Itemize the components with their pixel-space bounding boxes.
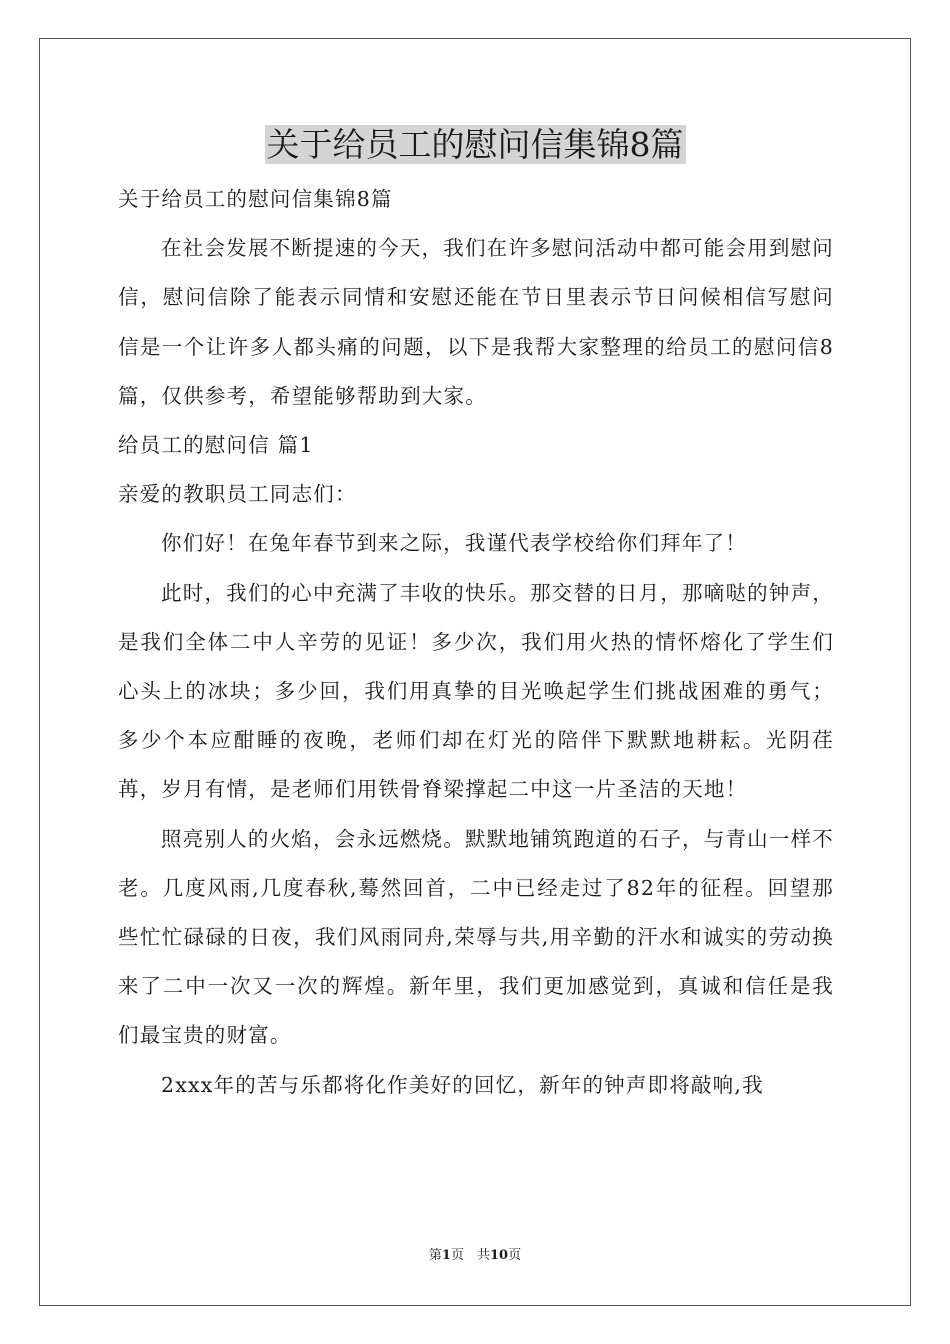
body-paragraph-2: 照亮别人的火焰，会永远燃烧。默默地铺筑跑道的石子，与青山一样不老。几度风雨,几度春秋,蓦然回首，二中已经走过了82年的征程。回望那些忙忙碌碌的日夜，我们风雨同舟,荣辱与共,用辛勤的汗水和诚实的劳动换来了二中一次又一次的辉煌。新年里，我们更加感觉到，真诚和信任是我们最宝贵的财富。 <box>118 826 834 1048</box>
page-prefix: 第 <box>428 1248 442 1263</box>
page-middle: 页 共 <box>450 1248 490 1263</box>
body-paragraph-1: 此时，我们的心中充满了丰收的快乐。那交替的日月，那嘀哒的钟声，是我们全体二中人辛劳的见证！多少次，我们用火热的情怀熔化了学生们心头上的冰块；多少回，我们用真挚的目光唤起学生们挑战困难的勇气；多少个本应酣睡的夜晚，老师们却在灯光的陪伴下默默地耕耘。光阴荏苒，岁月有情，是老师们用铁骨脊梁撑起二中这一片圣洁的天地！ <box>118 580 834 802</box>
page-footer <box>0 1246 950 1266</box>
subtitle-paragraph: 关于给员工的慰问信集锦8篇 <box>118 187 393 211</box>
greeting-paragraph: 你们好！在兔年春节到来之际，我谨代表学校给你们拜年了！ <box>161 531 747 556</box>
intro-paragraph: 在社会发展不断提速的今天，我们在许多慰问活动中都可能会用到慰问信，慰问信除了能表示同情和安慰还能在节日里表示节日问候相信写慰问信是一个让许多人都头痛的问题，以下是我帮大家整理的给员工的慰问信8篇，仅供参考，希望能够帮助到大家。 <box>118 236 834 408</box>
document-body <box>118 175 834 1110</box>
salutation: 亲爱的教职员工同志们： <box>118 482 357 507</box>
body-paragraph-3: 2xxx年的苦与乐都将化作美好的回忆，新年的钟声即将敲响,我 <box>161 1072 764 1097</box>
document-title: 关于给员工的慰问信集锦8篇 <box>266 125 684 164</box>
page-suffix: 页 <box>508 1248 522 1263</box>
page-current: 1 <box>441 1248 451 1263</box>
page-total: 10 <box>489 1248 509 1263</box>
section-heading: 给员工的慰问信 篇1 <box>118 433 314 458</box>
